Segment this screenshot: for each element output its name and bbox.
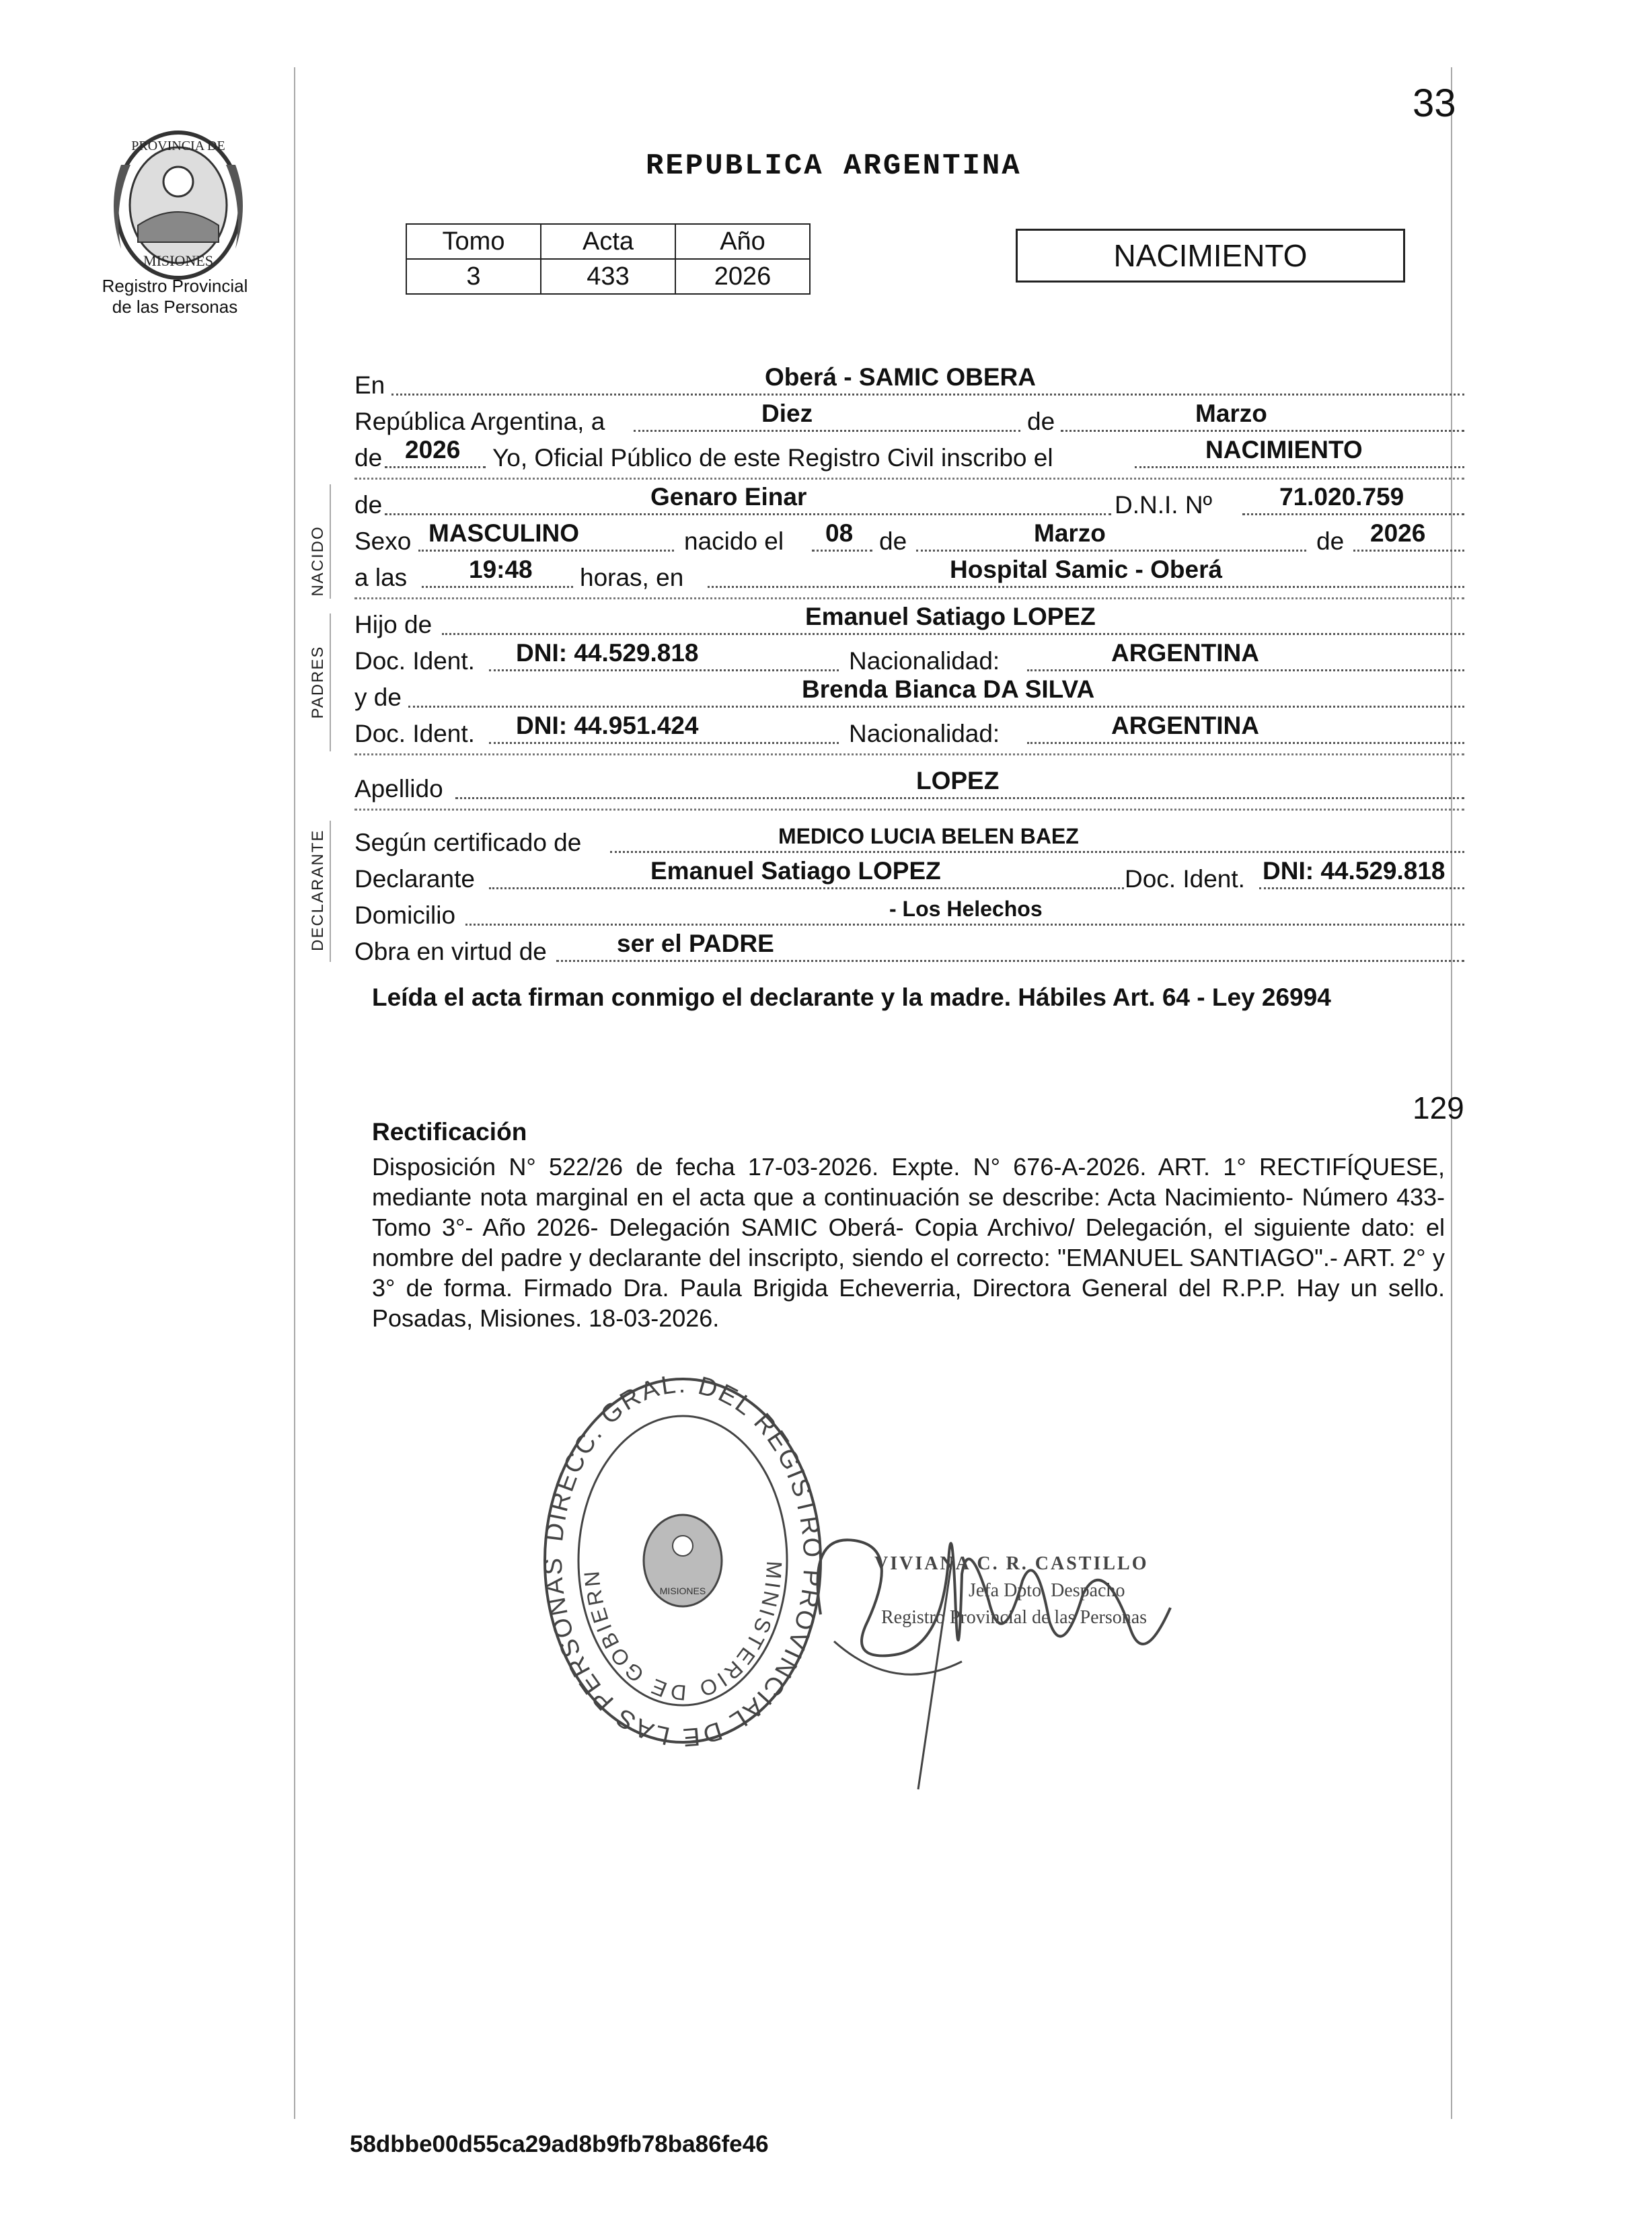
value-obra-en-virtud: ser el PADRE (617, 930, 774, 957)
header-tomo: Tomo (406, 224, 541, 259)
label-nacionalidad: Nacionalidad: (849, 720, 1004, 748)
label-de: de (1316, 527, 1348, 556)
value-anio-nacimiento: 2026 (1370, 519, 1426, 547)
row-certificado (354, 821, 1464, 857)
label-de: de (354, 444, 386, 472)
value-padre: Emanuel Satiago LOPEZ (805, 603, 1096, 630)
dots (408, 706, 1464, 708)
value-madre-nacionalidad: ARGENTINA (1111, 712, 1259, 739)
row-hora-lugar (354, 556, 1464, 592)
dots (385, 513, 1111, 515)
row-nombre (354, 483, 1464, 519)
row-padre (354, 603, 1464, 639)
label-de: de (354, 491, 386, 519)
label-doc-ident: Doc. Ident. (1125, 865, 1249, 893)
padres-bracket (330, 613, 331, 751)
label-y-de: y de (354, 683, 406, 712)
label-doc-ident: Doc. Ident. (354, 720, 479, 748)
value-lugar-nacimiento: Hospital Samic - Oberá (950, 556, 1223, 583)
dots (418, 550, 674, 552)
record-table-header-row (406, 224, 810, 259)
dots (634, 430, 1020, 432)
label-segun-certificado: Según certificado de (354, 829, 585, 857)
logo-caption (74, 276, 276, 318)
label-sexo: Sexo (354, 527, 415, 556)
value-tomo: 3 (406, 259, 541, 294)
value-declarante: Emanuel Satiago LOPEZ (650, 857, 941, 885)
dots (391, 394, 1464, 396)
label-dni: D.N.I. Nº (1115, 491, 1216, 519)
secondary-page-number: 129 (1413, 1090, 1464, 1125)
dots (610, 851, 1464, 853)
dots (916, 550, 1306, 552)
page-number: 33 (1413, 81, 1456, 125)
value-madre-doc: DNI: 44.951.424 (516, 712, 699, 739)
value-dni: 71.020.759 (1279, 483, 1404, 511)
dots (812, 550, 872, 552)
record-table-value-row (406, 259, 810, 294)
logo-caption-line-1: Registro Provincial (102, 276, 248, 296)
row-obra-en-virtud (354, 930, 1464, 966)
value-padre-nacionalidad: ARGENTINA (1111, 639, 1259, 667)
dots (1061, 430, 1464, 432)
label-doc-ident: Doc. Ident. (354, 647, 479, 675)
handwritten-signature (794, 1493, 1197, 1803)
value-anio: 2026 (675, 259, 810, 294)
logo-bottom-text: MISIONES (143, 252, 213, 269)
value-mes-nacimiento: Marzo (1034, 519, 1106, 547)
row-madre (354, 675, 1464, 712)
value-madre: Brenda Bianca DA SILVA (802, 675, 1095, 703)
section-separator (354, 478, 1464, 480)
header-anio: Año (675, 224, 810, 259)
stamp-position: Jefa Dpto. Despacho (969, 1580, 1125, 1601)
side-label-declarante: DECLARANTE (309, 829, 327, 951)
dots (1027, 669, 1464, 671)
declarante-bracket (330, 821, 331, 962)
document-title: REPUBLICA ARGENTINA (646, 149, 1022, 183)
dots (1353, 550, 1464, 552)
label-apellido: Apellido (354, 775, 447, 803)
value-tipo-inscripcion: NACIMIENTO (1205, 436, 1363, 463)
label-republica: República Argentina, a (354, 408, 609, 436)
label-declarante: Declarante (354, 865, 479, 893)
side-label-nacido: NACIDO (309, 525, 327, 597)
value-apellido: LOPEZ (916, 767, 1000, 794)
dots (1259, 887, 1464, 889)
leida-statement: Leída el acta firman conmigo el declarante y la madre. Hábiles Art. 64 - Ley 26994 (372, 983, 1331, 1011)
value-dia-inscripcion: Diez (761, 400, 813, 427)
left-margin-line (294, 67, 295, 2119)
logo-caption-line-2: de las Personas (112, 297, 238, 317)
value-hora: 19:48 (469, 556, 533, 583)
label-en: En (354, 371, 389, 400)
label-a-las: a las (354, 564, 411, 592)
value-dia-nacimiento: 08 (825, 519, 854, 547)
seal-center-text: MISIONES (659, 1586, 706, 1596)
row-apellido (354, 767, 1464, 803)
value-domicilio: - Los Helechos (889, 897, 1043, 921)
value-anio-inscripcion: 2026 (405, 436, 461, 463)
row-padre-doc (354, 639, 1464, 675)
label-nacido-el: nacido el (684, 527, 788, 556)
signature-stamp (874, 1551, 1191, 1631)
rectificacion-heading: Rectificación (372, 1118, 527, 1146)
dots (385, 466, 486, 468)
stamp-organization: Registro Provincial de las Personas (881, 1607, 1148, 1628)
header-acta: Acta (541, 224, 675, 259)
label-de: de (1027, 408, 1059, 436)
value-lugar: Oberá - SAMIC OBERA (765, 363, 1036, 391)
document-hash: 58dbbe00d55ca29ad8b9fb78ba86fe46 (350, 2131, 769, 2157)
row-sexo-fecha (354, 519, 1464, 556)
section-separator (354, 597, 1464, 599)
label-yo-oficial: Yo, Oficial Público de este Registro Civil inscribo el (492, 444, 1057, 472)
value-sexo: MASCULINO (428, 519, 580, 547)
label-obra-en-virtud: Obra en virtud de (354, 938, 551, 966)
row-lugar (354, 363, 1464, 400)
dots (489, 742, 839, 744)
row-fecha-inscripcion (354, 400, 1464, 436)
rectificacion-text: Disposición N° 522/26 de fecha 17-03-2026. Expte. N° 676-A-2026. ART. 1° RECTIFÍQUESE, mediante nota marginal en el acta que a continuación se describe: Acta Nacimiento- Número 433- Tomo 3°- Año 2026- Delegación SAMIC Oberá- Copia Archivo/ Delegación, el siguiente dato: el nombre del padre y declarante del inscripto, siendo el correcto: "EMANUEL SANTIAGO".- ART. 2° y 3° de forma. Firmado Dra. Paula Brigida Echeverria, Directora General del R.P.P. Hay un sello. Posadas, Misiones. 18-03-2026. (372, 1153, 1445, 1332)
dots (489, 887, 1209, 889)
dots (1242, 513, 1464, 515)
dots (1027, 742, 1464, 744)
dots (442, 633, 1464, 635)
dots (465, 924, 1464, 926)
value-padre-doc: DNI: 44.529.818 (516, 639, 699, 667)
value-acta: 433 (541, 259, 675, 294)
dots (422, 586, 573, 588)
section-separator (354, 809, 1464, 811)
seal-inner-text: MINISTERIO DE GOBIERN (578, 1560, 787, 1705)
row-madre-doc (354, 712, 1464, 748)
official-seal (538, 1372, 827, 1749)
label-horas-en: horas, en (580, 564, 687, 592)
label-hijo-de: Hijo de (354, 611, 436, 639)
dots (708, 586, 1464, 588)
tomo-acta-anio-table (406, 223, 811, 295)
provincia-misiones-emblem (101, 124, 256, 286)
nacido-bracket (330, 484, 331, 599)
label-domicilio: Domicilio (354, 901, 459, 930)
value-mes-inscripcion: Marzo (1195, 400, 1267, 427)
section-separator (354, 753, 1464, 755)
row-declarante (354, 857, 1464, 893)
dots (1135, 466, 1464, 468)
dots (556, 960, 1464, 962)
label-de: de (879, 527, 911, 556)
dots (455, 797, 1464, 799)
dots (489, 669, 839, 671)
value-declarante-doc: DNI: 44.529.818 (1263, 857, 1446, 885)
record-type-box: NACIMIENTO (1016, 229, 1405, 283)
row-domicilio (354, 893, 1464, 930)
value-nombre: Genaro Einar (650, 483, 807, 511)
side-label-padres: PADRES (309, 645, 327, 719)
row-anio-inscripcion (354, 436, 1464, 472)
logo-top-text: PROVINCIA DE (131, 139, 225, 153)
seal-outer-text: DIRECC. GRAL. DEL REGISTRO PROVINCIAL DE LAS PERSONAS (539, 1372, 827, 1749)
label-nacionalidad: Nacionalidad: (849, 647, 1004, 675)
stamp-name: VIVIANA C. R. CASTILLO (874, 1553, 1149, 1574)
value-certificado: MEDICO LUCIA BELEN BAEZ (778, 824, 1079, 848)
